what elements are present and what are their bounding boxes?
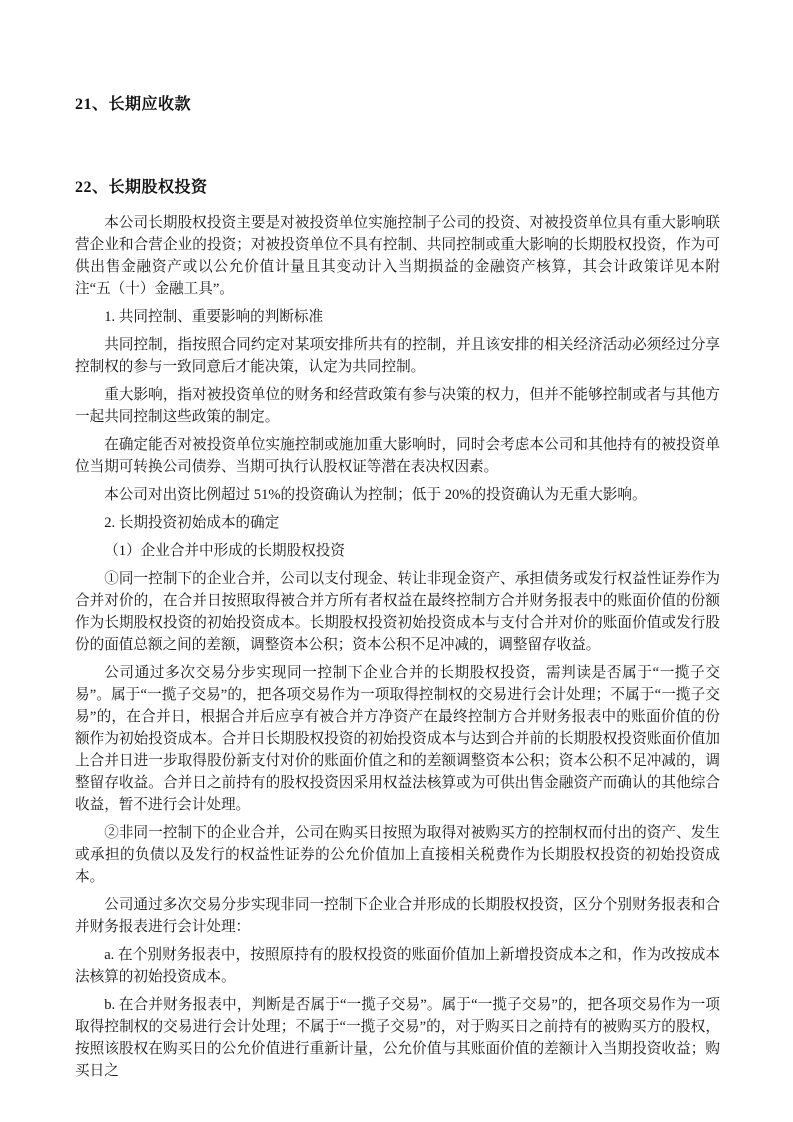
item-1-title: 1. 共同控制、重要影响的判断标准 (104, 309, 324, 325)
para-same-control-step-acquisition: 公司通过多次交易分步实现同一控制下企业合并的长期股权投资，需判读是否属于“一揽子交易”。属于“一揽子交易”的，把各项交易作为一项取得控制权的交易进行会计处理；不属于“一揽子交易”的，在合并日，根据合并后应享有被合并方净资产在最终控制方合并财务报表中的账面价值的份额作为初始投资成本。合并日长期股权投资的初始投资成本与达到合并前的长期股权投资账面价值加上合并日进一步取得股份新支付对价的账面价值之和的差额调整资本公积；资本公积不足冲减的，调整留存收益。合并日之前持有的股权投资因采用权益法核算或为可供出售金融资产而确认的其他综合收益，暂不进行会计处理。 (75, 665, 720, 813)
para-same-control-merger: ①同一控制下的企业合并，公司以支付现金、转让非现金资产、承担债务或发行权益性证券作为合并对价的，在合并日按照取得被合并方所有者权益在最终控制方合并财务报表中的账面价值的份额作为长期股权投资的初始投资成本。长期股权投资初始投资成本与支付合并对价的账面价值或发行股份的面值总额之间的差额，调整资本公积；资本公积不足冲减的，调整留存收益。 (75, 571, 720, 653)
section-21-heading: 21、长期应收款 (75, 96, 192, 113)
item-2-title: 2. 长期投资初始成本的确定 (104, 515, 280, 531)
para-non-same-control-step-acquisition: 公司通过多次交易分步实现非同一控制下企业合并形成的长期股权投资，区分个别财务报表和合并财务报表进行会计处理： (75, 897, 720, 935)
para-overview: 本公司长期股权投资主要是对被投资单位实施控制子公司的投资、对被投资单位具有重大影响联营企业和合营企业的投资；对被投资单位不具有控制、共同控制或重大影响的长期股权投资，作为可供出售金融资产或以公允价值计量且其变动计入当期损益的金融资产核算，其会计政策详见本附注“五（十）金融工具”。 (75, 215, 720, 297)
para-joint-control-definition: 共同控制，指按照合同约定对某项安排所共有的控制，并且该安排的相关经济活动必须经过分享控制权的参与一致同意后才能决策，认定为共同控制。 (75, 337, 720, 375)
section-22-heading: 22、长期股权投资 (75, 179, 208, 196)
para-non-same-control-merger: ②非同一控制下的企业合并，公司在购买日按照为取得对被购买方的控制权而付出的资产、发生或承担的负债以及发行的权益性证券的公允价值加上直接相关税费作为长期股权投资的初始投资成本。 (75, 825, 720, 885)
para-separate-statements-item-a: a. 在个别财务报表中，按照原持有的股权投资的账面价值加上新增投资成本之和，作为改按成本法核算的初始投资成本。 (75, 947, 720, 985)
para-significant-influence-definition: 重大影响，指对被投资单位的财务和经营政策有参与决策的权力，但并不能够控制或者与其他方一起共同控制这些政策的制定。 (75, 387, 720, 425)
para-potential-voting-rights: 在确定能否对被投资单位实施控制或施加重大影响时，同时会考虑本公司和其他持有的被投资单位当期可转换公司债券、当期可执行认股权证等潜在表决权因素。 (75, 437, 720, 475)
item-2-1-subtitle: （1）企业合并中形成的长期股权投资 (104, 543, 345, 559)
para-consolidated-statements-item-b: b. 在合并财务报表中，判断是否属于“一揽子交易”。属于“一揽子交易”的，把各项交易作为一项取得控制权的交易进行会计处理；不属于“一揽子交易”的，对于购买日之前持有的被购买方的股权，按照该股权在购买日的公允价值进行重新计量，公允价值与其账面价值的差额计入当期投资收益；购买日之 (75, 997, 720, 1079)
para-ownership-thresholds: 本公司对出资比例超过 51%的投资确认为控制；低于 20%的投资确认为无重大影响。 (104, 487, 647, 503)
